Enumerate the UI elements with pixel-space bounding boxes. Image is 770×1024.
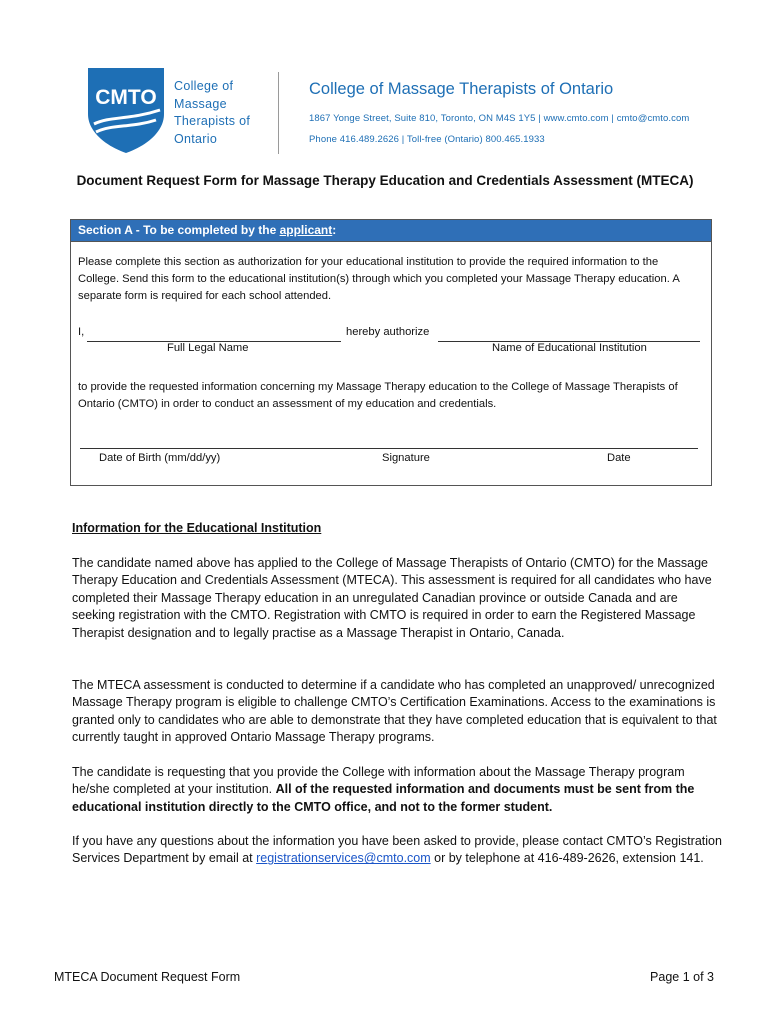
info-paragraph-2: The MTECA assessment is conducted to determine if a candidate who has completed an unapproved/ unrecognized Massage Therapy program is eligible to challenge CMTO’s Certification Examinations. Access to the examinations is granted only to candidates who are able to demonstrate that they have completed education that is equivalent to that currently taught in approved Ontario Massage Therapy programs.	[72, 678, 717, 745]
org-address: 1867 Yonge Street, Suite 810, Toronto, ON M4S 1Y5 | www.cmto.com | cmto@cmto.com	[309, 113, 690, 124]
cmto-logo-shield	[84, 66, 168, 154]
section-a-purpose: to provide the requested information concerning my Massage Therapy education to the College of Massage Therapists of Ontario (CMTO) in order to conduct an assessment of my education and credentials.	[78, 381, 678, 410]
section-a-box	[70, 219, 712, 486]
cmto-logo-text: CMTO	[95, 86, 157, 109]
info-section-title: Information for the Educational Institution	[72, 521, 322, 535]
logo-word: Massage	[174, 96, 227, 111]
org-name: College of Massage Therapists of Ontario	[309, 80, 614, 98]
org-phone: Phone 416.489.2626 | Toll-free (Ontario) 800.465.1933	[309, 134, 545, 145]
dob-label: Date of Birth (mm/dd/yy)	[99, 452, 221, 464]
info-paragraph-1: The candidate named above has applied to the College of Massage Therapists of Ontario (CMTO) for the Massage Therapy Education and Credentials Assessment (MTECA). This assessment is required for all candidates who have completed their Massage Therapy education in an unregulated Canadian province or outside Canada and are seeking registration with the CMTO. Registration with CMTO is required in order to earn the Registered Massage Therapist designation and to legally practise as a Massage Therapist in Ontario, Canada.	[72, 556, 712, 640]
info-paragraph-3: The candidate is requesting that you provide the College with information about the Massage Therapy program he/she completed at your institution. All of the requested information and documents must be sent from the educational institution directly to the CMTO office, and not to the former student.	[72, 765, 695, 814]
institution-name-label: Name of Educational Institution	[492, 342, 647, 354]
section-a-header	[71, 220, 711, 242]
logo-wordmark	[174, 78, 250, 148]
i-label: I,	[78, 326, 85, 338]
logo-word: Ontario	[174, 131, 218, 146]
section-a-heading: Section A - To be completed by the applicant:	[78, 223, 337, 237]
footer-page-number: Page 1 of 3	[650, 970, 714, 984]
full-legal-name-label: Full Legal Name	[167, 342, 249, 354]
logo-word: Therapists of	[174, 114, 251, 128]
signature-label: Signature	[382, 452, 430, 464]
logo-word: College of	[174, 79, 234, 93]
header-divider	[278, 72, 279, 154]
info-paragraph-4: If you have any questions about the information you have been asked to provide, please contact CMTO’s Registration Services Department by email at registrationservices@cmto.com or by telephone at 416-489-2626, extension 141.	[72, 834, 722, 866]
hereby-authorize-label: hereby authorize	[346, 326, 430, 338]
footer-form-name: MTECA Document Request Form	[54, 970, 241, 984]
date-label: Date	[607, 452, 631, 464]
dob-signature-date-line[interactable]	[80, 448, 698, 449]
registration-email-link[interactable]: registrationservices@cmto.com	[256, 851, 431, 866]
document-title: Document Request Form for Massage Therapy Education and Credentials Assessment (MTECA)	[76, 173, 694, 188]
section-a-intro: Please complete this section as authorization for your educational institution to provide the required information to the College. Send this form to the educational institution(s) through which you completed your Massage Therapy education. A separate form is required for each school attended.	[78, 256, 680, 302]
